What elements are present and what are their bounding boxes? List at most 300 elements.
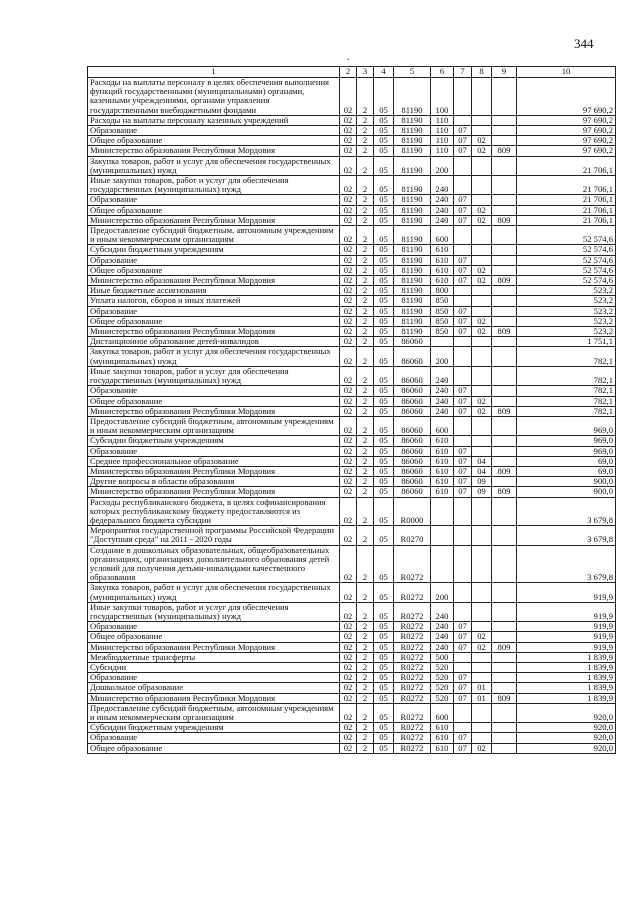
code-cell: [492, 723, 517, 733]
code-cell: [492, 416, 517, 435]
code-cell: [472, 673, 492, 683]
code-cell: [492, 78, 517, 116]
code-cell: 2: [357, 255, 374, 265]
code-cell: 07: [454, 406, 472, 416]
amount-cell: 21 706,1: [517, 176, 616, 195]
code-cell: R0270: [394, 526, 431, 545]
code-cell: R0272: [394, 632, 431, 642]
code-cell: 2: [357, 215, 374, 225]
code-cell: [454, 115, 472, 125]
code-cell: [492, 743, 517, 753]
code-cell: 2: [357, 306, 374, 316]
code-cell: 07: [454, 683, 472, 693]
code-cell: 02: [472, 642, 492, 652]
code-cell: R0272: [394, 583, 431, 602]
amount-cell: 969,0: [517, 416, 616, 435]
code-cell: 240: [431, 602, 454, 621]
budget-table: [87, 66, 616, 754]
table-row: [88, 497, 616, 526]
code-cell: 2: [357, 115, 374, 125]
code-cell: 2: [357, 723, 374, 733]
code-cell: 81190: [394, 115, 431, 125]
code-cell: [492, 126, 517, 136]
row-label: Образование: [88, 195, 340, 205]
code-cell: 110: [431, 146, 454, 156]
code-cell: 81190: [394, 146, 431, 156]
code-cell: 02: [340, 245, 357, 255]
code-cell: [492, 583, 517, 602]
code-cell: 240: [431, 205, 454, 215]
code-cell: 240: [431, 396, 454, 406]
code-cell: 02: [340, 78, 357, 116]
code-cell: 02: [340, 176, 357, 195]
code-cell: 86060: [394, 386, 431, 396]
code-cell: [472, 723, 492, 733]
code-cell: 05: [374, 632, 394, 642]
code-cell: R0272: [394, 662, 431, 672]
code-cell: 2: [357, 652, 374, 662]
code-cell: 02: [340, 673, 357, 683]
code-cell: 110: [431, 136, 454, 146]
code-cell: [492, 733, 517, 743]
code-cell: [472, 416, 492, 435]
code-cell: 05: [374, 215, 394, 225]
table-row: [88, 156, 616, 175]
code-cell: 240: [431, 386, 454, 396]
code-cell: 02: [340, 497, 357, 526]
column-header: 4: [374, 67, 394, 78]
code-cell: 2: [357, 436, 374, 446]
code-cell: 05: [374, 146, 394, 156]
amount-cell: 97 690,2: [517, 146, 616, 156]
code-cell: 02: [340, 416, 357, 435]
code-cell: [492, 156, 517, 175]
amount-cell: 97 690,2: [517, 78, 616, 116]
code-cell: 02: [472, 205, 492, 215]
code-cell: 02: [340, 662, 357, 672]
code-cell: [454, 583, 472, 602]
table-row: [88, 286, 616, 296]
table-row: [88, 632, 616, 642]
code-cell: 02: [340, 683, 357, 693]
row-label: Министерство образования Республики Мордовия: [88, 327, 340, 337]
code-cell: 05: [374, 126, 394, 136]
code-cell: R0000: [394, 497, 431, 526]
code-cell: 610: [431, 446, 454, 456]
table-row: [88, 406, 616, 416]
code-cell: 05: [374, 306, 394, 316]
code-cell: 240: [431, 366, 454, 385]
code-cell: 05: [374, 416, 394, 435]
code-cell: 2: [357, 662, 374, 672]
code-cell: [492, 622, 517, 632]
code-cell: 09: [472, 487, 492, 497]
row-label: Образование: [88, 622, 340, 632]
amount-cell: 523,2: [517, 296, 616, 306]
code-cell: 02: [340, 583, 357, 602]
code-cell: [492, 176, 517, 195]
row-label: Образование: [88, 255, 340, 265]
code-cell: 240: [431, 622, 454, 632]
code-cell: 07: [454, 693, 472, 703]
code-cell: 05: [374, 156, 394, 175]
code-cell: 02: [340, 286, 357, 296]
amount-cell: 1 839,9: [517, 673, 616, 683]
row-label: Субсидии бюджетным учреждениям: [88, 245, 340, 255]
code-cell: [492, 497, 517, 526]
code-cell: 2: [357, 226, 374, 245]
code-cell: 86060: [394, 416, 431, 435]
code-cell: 2: [357, 477, 374, 487]
row-label: Общее образование: [88, 136, 340, 146]
code-cell: [454, 78, 472, 116]
code-cell: 610: [431, 733, 454, 743]
code-cell: [472, 545, 492, 583]
code-cell: 05: [374, 487, 394, 497]
code-cell: 07: [454, 215, 472, 225]
code-cell: [454, 436, 472, 446]
code-cell: 07: [454, 487, 472, 497]
code-cell: 02: [340, 406, 357, 416]
code-cell: 07: [454, 276, 472, 286]
row-label: Другие вопросы в области образования: [88, 477, 340, 487]
code-cell: 05: [374, 195, 394, 205]
code-cell: 05: [374, 662, 394, 672]
code-cell: 07: [454, 386, 472, 396]
code-cell: 610: [431, 456, 454, 466]
table-row: [88, 743, 616, 753]
row-label: Общее образование: [88, 265, 340, 275]
code-cell: 05: [374, 205, 394, 215]
code-cell: 2: [357, 673, 374, 683]
row-label: Среднее профессиональное образование: [88, 456, 340, 466]
amount-cell: 21 706,1: [517, 156, 616, 175]
code-cell: 2: [357, 176, 374, 195]
code-cell: 2: [357, 632, 374, 642]
code-cell: R0272: [394, 733, 431, 743]
table-row: [88, 226, 616, 245]
code-cell: 610: [431, 743, 454, 753]
code-cell: 05: [374, 652, 394, 662]
code-cell: 07: [454, 195, 472, 205]
row-label: Общее образование: [88, 205, 340, 215]
code-cell: R0272: [394, 743, 431, 753]
row-label: Образование: [88, 673, 340, 683]
table-row: [88, 146, 616, 156]
code-cell: 05: [374, 673, 394, 683]
table-row: [88, 115, 616, 125]
code-cell: 600: [431, 416, 454, 435]
code-cell: [492, 316, 517, 326]
code-cell: 07: [454, 265, 472, 275]
column-header: 5: [394, 67, 431, 78]
code-cell: 2: [357, 126, 374, 136]
code-cell: 05: [374, 466, 394, 476]
code-cell: 2: [357, 276, 374, 286]
code-cell: [492, 652, 517, 662]
code-cell: 2: [357, 337, 374, 347]
code-cell: 05: [374, 226, 394, 245]
column-header: 8: [472, 67, 492, 78]
code-cell: 05: [374, 245, 394, 255]
row-label: Уплата налогов, сборов и иных платежей: [88, 296, 340, 306]
code-cell: [454, 662, 472, 672]
code-cell: 2: [357, 296, 374, 306]
code-cell: 07: [454, 396, 472, 406]
code-cell: [472, 497, 492, 526]
code-cell: 02: [340, 602, 357, 621]
code-cell: 05: [374, 115, 394, 125]
code-cell: 610: [431, 487, 454, 497]
code-cell: 02: [340, 723, 357, 733]
code-cell: [492, 245, 517, 255]
code-cell: [492, 286, 517, 296]
row-label: Образование: [88, 126, 340, 136]
code-cell: 81190: [394, 126, 431, 136]
column-header: 9: [492, 67, 517, 78]
amount-cell: 1 839,9: [517, 662, 616, 672]
amount-cell: 900,0: [517, 477, 616, 487]
code-cell: 809: [492, 466, 517, 476]
code-cell: [492, 632, 517, 642]
amount-cell: 1 839,9: [517, 652, 616, 662]
code-cell: [454, 245, 472, 255]
row-label: Иные закупки товаров, работ и услуг для обеспечения государственных (муниципальных) нужд: [88, 602, 340, 621]
code-cell: 2: [357, 396, 374, 406]
code-cell: [454, 545, 472, 583]
code-cell: [454, 156, 472, 175]
code-cell: 86060: [394, 337, 431, 347]
code-cell: 86060: [394, 436, 431, 446]
table-row: [88, 215, 616, 225]
code-cell: 2: [357, 487, 374, 497]
code-cell: 2: [357, 693, 374, 703]
code-cell: 05: [374, 497, 394, 526]
code-cell: 86060: [394, 466, 431, 476]
table-row: [88, 436, 616, 446]
code-cell: 200: [431, 156, 454, 175]
code-cell: 02: [340, 545, 357, 583]
row-label: Закупка товаров, работ и услуг для обеспечения государственных (муниципальных) нужд: [88, 583, 340, 602]
code-cell: 520: [431, 683, 454, 693]
amount-cell: 920,0: [517, 733, 616, 743]
code-cell: [492, 662, 517, 672]
code-cell: [472, 733, 492, 743]
code-cell: [492, 673, 517, 683]
row-label: Дистанционное образование детей-инвалидов: [88, 337, 340, 347]
amount-cell: 782,1: [517, 347, 616, 366]
code-cell: 2: [357, 327, 374, 337]
amount-cell: 782,1: [517, 366, 616, 385]
row-label: Расходы на выплаты персоналу в целях обеспечения выполнения функций государственными (муниципальными) органами, казенными учреждениями, органами управления государственными внебюджетными фондами: [88, 78, 340, 116]
code-cell: 2: [357, 316, 374, 326]
code-cell: 05: [374, 366, 394, 385]
code-cell: 81190: [394, 195, 431, 205]
code-cell: 240: [431, 195, 454, 205]
row-label: Министерство образования Республики Мордовия: [88, 642, 340, 652]
table-row: [88, 487, 616, 497]
code-cell: 05: [374, 583, 394, 602]
table-row: [88, 733, 616, 743]
row-label: Общее образование: [88, 743, 340, 753]
code-cell: 05: [374, 316, 394, 326]
code-cell: 850: [431, 296, 454, 306]
table-row: [88, 683, 616, 693]
code-cell: R0272: [394, 622, 431, 632]
code-cell: [454, 526, 472, 545]
row-label: Министерство образования Республики Мордовия: [88, 276, 340, 286]
table-row: [88, 316, 616, 326]
code-cell: R0272: [394, 652, 431, 662]
code-cell: 04: [472, 456, 492, 466]
amount-cell: 1 751,1: [517, 337, 616, 347]
amount-cell: 3 679,8: [517, 545, 616, 583]
code-cell: [454, 176, 472, 195]
amount-cell: 919,9: [517, 602, 616, 621]
code-cell: R0272: [394, 602, 431, 621]
table-row: [88, 396, 616, 406]
code-cell: 02: [340, 703, 357, 722]
code-cell: 05: [374, 602, 394, 621]
row-label: Образование: [88, 306, 340, 316]
code-cell: [454, 652, 472, 662]
code-cell: 07: [454, 632, 472, 642]
row-label: Дошкольное образование: [88, 683, 340, 693]
code-cell: 02: [340, 226, 357, 245]
code-cell: 81190: [394, 296, 431, 306]
code-cell: 02: [340, 477, 357, 487]
table-row: [88, 347, 616, 366]
table-row: [88, 652, 616, 662]
code-cell: 05: [374, 703, 394, 722]
code-cell: [472, 662, 492, 672]
table-row: [88, 583, 616, 602]
code-cell: [472, 176, 492, 195]
code-cell: 05: [374, 296, 394, 306]
code-cell: 05: [374, 456, 394, 466]
code-cell: [431, 497, 454, 526]
code-cell: 610: [431, 477, 454, 487]
code-cell: 520: [431, 693, 454, 703]
code-cell: [454, 366, 472, 385]
code-cell: [472, 602, 492, 621]
code-cell: 2: [357, 642, 374, 652]
row-label: Закупка товаров, работ и услуг для обеспечения государственных (муниципальных) нужд: [88, 347, 340, 366]
table-row: [88, 255, 616, 265]
code-cell: 05: [374, 255, 394, 265]
code-cell: 2: [357, 602, 374, 621]
amount-cell: 21 706,1: [517, 215, 616, 225]
code-cell: 05: [374, 723, 394, 733]
table-row: [88, 78, 616, 116]
code-cell: 2: [357, 245, 374, 255]
table-row: [88, 466, 616, 476]
code-cell: [492, 296, 517, 306]
code-cell: [472, 306, 492, 316]
table-row: [88, 602, 616, 621]
code-cell: 850: [431, 306, 454, 316]
table-header-row: [88, 67, 616, 78]
code-cell: [492, 205, 517, 215]
amount-cell: 523,2: [517, 316, 616, 326]
code-cell: 81190: [394, 306, 431, 316]
code-cell: 2: [357, 683, 374, 693]
code-cell: 86060: [394, 487, 431, 497]
amount-cell: 52 574,6: [517, 276, 616, 286]
code-cell: [472, 78, 492, 116]
code-cell: [492, 602, 517, 621]
code-cell: 809: [492, 276, 517, 286]
amount-cell: 3 679,8: [517, 526, 616, 545]
code-cell: 07: [454, 327, 472, 337]
amount-cell: 900,0: [517, 487, 616, 497]
code-cell: [454, 602, 472, 621]
row-label: Образование: [88, 386, 340, 396]
column-header: 2: [340, 67, 357, 78]
table-row: [88, 205, 616, 215]
table-row: [88, 662, 616, 672]
code-cell: 02: [340, 136, 357, 146]
code-cell: 2: [357, 286, 374, 296]
table-row: [88, 526, 616, 545]
amount-cell: 21 706,1: [517, 195, 616, 205]
code-cell: 05: [374, 265, 394, 275]
amount-cell: 52 574,6: [517, 255, 616, 265]
code-cell: R0272: [394, 703, 431, 722]
code-cell: 02: [472, 146, 492, 156]
code-cell: [431, 337, 454, 347]
code-cell: 07: [454, 456, 472, 466]
code-cell: 240: [431, 632, 454, 642]
amount-cell: 523,2: [517, 306, 616, 316]
code-cell: [454, 416, 472, 435]
row-label: Министерство образования Республики Мордовия: [88, 487, 340, 497]
row-label: Предоставление субсидий бюджетным, автономным учреждениям и иным некоммерческим организациям: [88, 703, 340, 722]
code-cell: 02: [472, 316, 492, 326]
row-label: Предоставление субсидий бюджетным, автономным учреждениям и иным некоммерческим организациям: [88, 416, 340, 435]
table-row: [88, 296, 616, 306]
code-cell: 610: [431, 245, 454, 255]
table-row: [88, 622, 616, 632]
code-cell: 2: [357, 743, 374, 753]
code-cell: [472, 583, 492, 602]
code-cell: 04: [472, 466, 492, 476]
amount-cell: 52 574,6: [517, 265, 616, 275]
code-cell: 02: [340, 265, 357, 275]
code-cell: 86060: [394, 396, 431, 406]
code-cell: 02: [340, 366, 357, 385]
code-cell: 2: [357, 406, 374, 416]
row-label: Расходы на выплаты персоналу казенных учреждений: [88, 115, 340, 125]
row-label: Создание в дошкольных образовательных, общеобразовательных организациях, организациях дополнительного образования детей условий для получения детьми-инвалидами качественного образования: [88, 545, 340, 583]
code-cell: R0272: [394, 545, 431, 583]
code-cell: 09: [472, 477, 492, 487]
code-cell: 05: [374, 136, 394, 146]
row-label: Субсидии: [88, 662, 340, 672]
code-cell: 600: [431, 226, 454, 245]
code-cell: 02: [340, 337, 357, 347]
code-cell: [492, 396, 517, 406]
table-row: [88, 723, 616, 733]
table-row: [88, 416, 616, 435]
code-cell: 05: [374, 526, 394, 545]
code-cell: 2: [357, 497, 374, 526]
code-cell: 2: [357, 526, 374, 545]
amount-cell: 919,9: [517, 632, 616, 642]
code-cell: 02: [340, 156, 357, 175]
row-label: Общее образование: [88, 396, 340, 406]
code-cell: 81190: [394, 316, 431, 326]
